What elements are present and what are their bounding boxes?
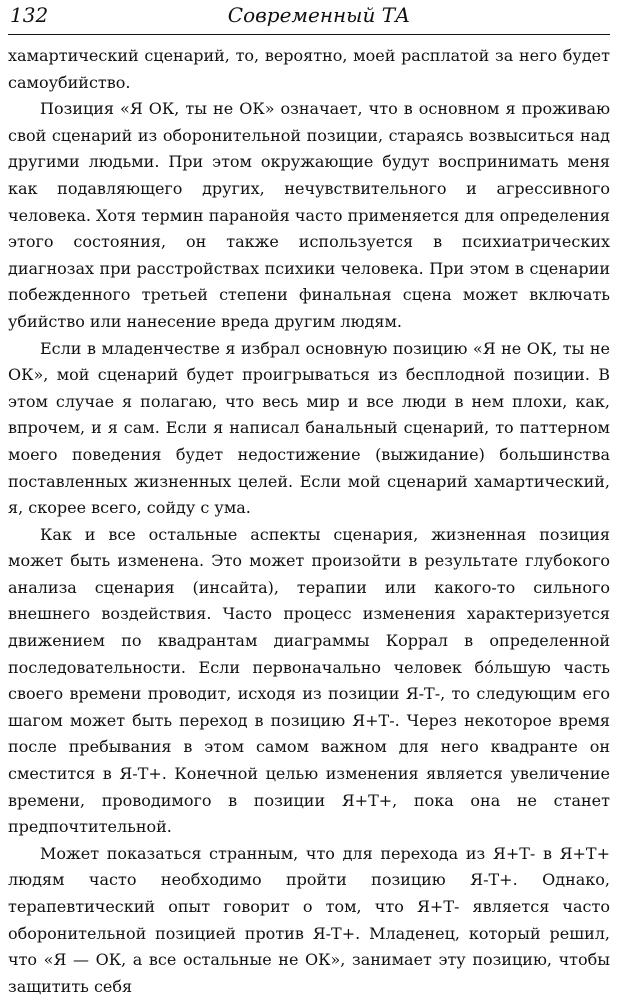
paragraph: Позиция «Я ОК, ты не ОК» означает, что в основном я проживаю свой сценарий из оборонительной позиции, стараясь возвыситься над другими людьми. При этом окружающие будут воспринимать меня как подавляющего других, нечувствительного и агрессивного человека. Хотя термин паранойя часто применяется для определения этого состояния, он также используется в психиатрических диагнозах при расстройствах психики человека. При этом в сценарии побежденного третьей степени финальная сцена может включать убийство или нанесение вреда другим людям.	[8, 99, 610, 331]
paragraph-continuation: хамартический сценарий, то, вероятно, моей расплатой за него будет самоубийство.	[8, 46, 610, 92]
page-number: 132	[10, 3, 49, 27]
running-title: Современный ТА	[227, 3, 411, 27]
body-text	[8, 43, 610, 1000]
paragraph: Может показаться странным, что для перехода из Я+Т- в Я+Т+ людям часто необходимо пройти позицию Я-Т+. Однако, терапевтический опыт говорит о том, что Я+Т- является часто оборонительной позицией против Я-Т+. Младенец, который решил, что «Я — ОК, а все остальные не ОК», занимает эту позицию, чтобы защитить себя	[8, 843, 610, 996]
paragraph: Если в младенчестве я избрал основную позицию «Я не ОК, ты не ОК», мой сценарий будет проигрываться из бесплодной позиции. В этом случае я полагаю, что весь мир и все люди в нем плохи, как, впрочем, и я сам. Если я написал банальный сценарий, то паттерном моего поведения будет недостижение (выжидание) большинства поставленных жизненных целей. Если мой сценарий хамартический, я, скорее всего, сойду с ума.	[8, 338, 610, 518]
page-header	[8, 0, 610, 35]
paragraph: Как и все остальные аспекты сценария, жизненная позиция может быть изменена. Это может произойти в результате глубокого анализа сценария (инсайта), терапии или какого-то сильного внешнего воздействия. Часто процесс изменения характеризуется движением по квадрантам диаграммы Коррал в определенной последовательности. Если первоначально человек бóльшую часть своего времени проводит, исходя из позиции Я-Т-, то следующим его шагом может быть переход в позицию Я+Т-. Через некоторое время после пребывания в этом самом важном для него квадранте он сместится в Я-Т+. Конечной целью изменения является увеличение времени, проводимого в позиции Я+Т+, пока она не станет предпочтительной.	[8, 524, 610, 837]
